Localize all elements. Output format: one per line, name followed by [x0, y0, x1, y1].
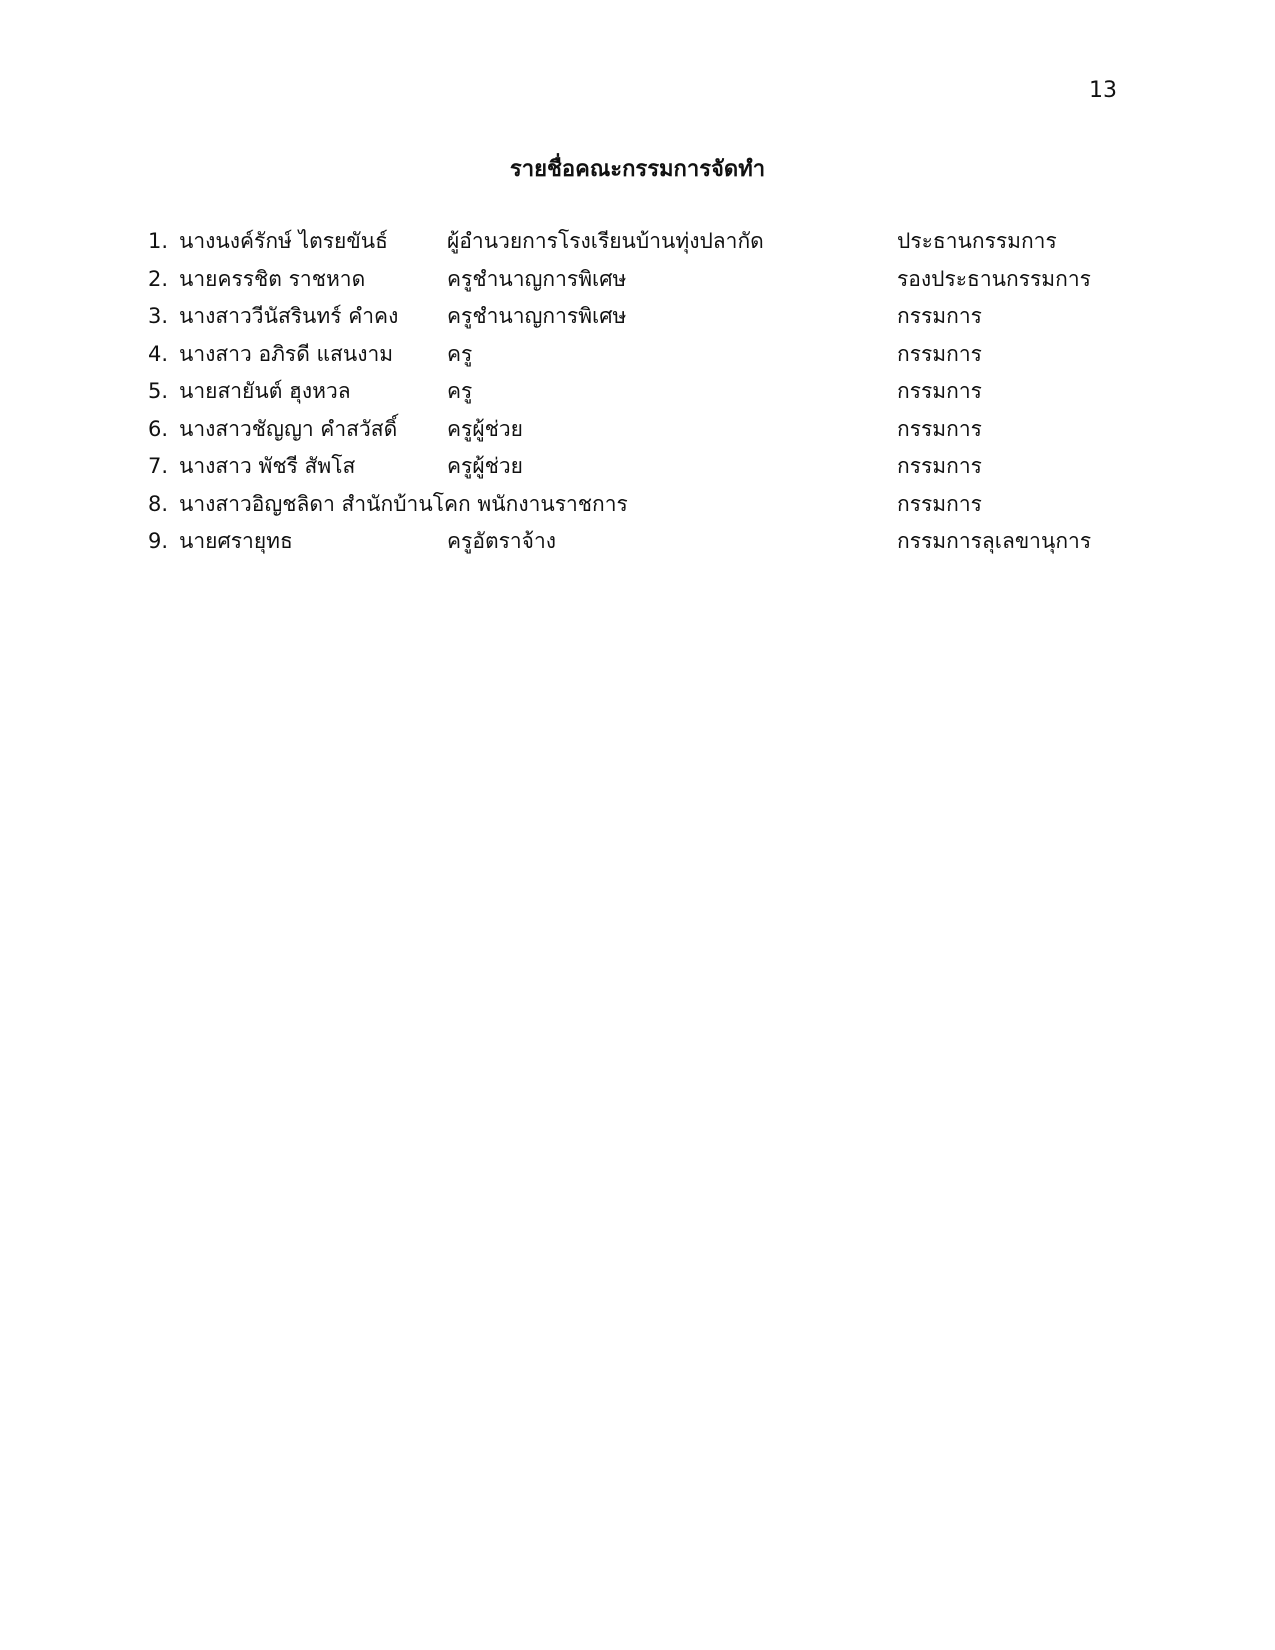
- page-title: รายชื่อคณะกรรมการจัดทำ: [509, 157, 766, 182]
- member-role: รองประธานกรรมการ: [897, 266, 1091, 291]
- member-name: นายครรชิต ราชหาด: [179, 266, 366, 291]
- item-number: 8.: [148, 491, 169, 516]
- list-item: [148, 528, 1128, 566]
- member-position: ครู: [447, 379, 473, 403]
- item-number: 9.: [148, 529, 169, 553]
- member-role: กรรมการ: [897, 304, 982, 328]
- list-item: [148, 228, 1128, 266]
- member-role: กรรมการ: [897, 379, 982, 403]
- list-item: [148, 491, 1128, 529]
- list-item: [148, 266, 1128, 304]
- member-role: กรรมการ: [897, 341, 982, 366]
- page-number: 13: [1089, 78, 1117, 103]
- member-name: นายสายันต์ ฮุงหวล: [179, 379, 351, 403]
- list-item: [148, 453, 1128, 491]
- member-position: ครูผู้ช่วย: [447, 454, 523, 478]
- member-role: ประธานกรรมการ: [897, 229, 1057, 253]
- list-item: [148, 303, 1128, 341]
- member-name: นางสาว อภิรดี แสนงาม: [179, 341, 394, 366]
- member-name: นางสาววีนัสรินทร์ คำคง: [179, 304, 399, 328]
- list-item: [148, 341, 1128, 379]
- member-name: นางสาวอิญชลิดา สำนักบ้านโคก พนักงานราชการ: [179, 491, 628, 516]
- item-number: 7.: [148, 454, 169, 478]
- member-role: กรรมการ: [897, 416, 982, 441]
- list-item: [148, 416, 1128, 454]
- item-number: 1.: [148, 229, 169, 253]
- member-name: นางสาวชัญญา คำสวัสดิ์: [179, 416, 398, 441]
- member-position: ครูผู้ช่วย: [447, 416, 523, 441]
- member-name: นางสาว พัชรี สัพโส: [179, 454, 356, 478]
- member-position: ผู้อำนวยการโรงเรียนบ้านทุ่งปลากัด: [447, 229, 764, 253]
- member-position: ครูชำนาญการพิเศษ: [447, 266, 627, 291]
- item-number: 3.: [148, 304, 169, 328]
- member-position: ครูอัตราจ้าง: [447, 529, 556, 553]
- member-role: กรรมการ: [897, 454, 982, 478]
- member-position: ครู: [447, 341, 473, 366]
- member-name: นางนงค์รักษ์ ไตรยขันธ์: [179, 229, 388, 253]
- committee-list: [148, 228, 1128, 566]
- item-number: 2.: [148, 266, 169, 291]
- item-number: 6.: [148, 416, 169, 441]
- member-position: ครูชำนาญการพิเศษ: [447, 304, 627, 328]
- member-role: กรรมการ: [897, 491, 982, 516]
- item-number: 4.: [148, 341, 169, 366]
- member-name: นายศรายุทธ: [179, 529, 293, 553]
- item-number: 5.: [148, 379, 169, 403]
- member-role: กรรมการลุเลขานุการ: [897, 529, 1092, 553]
- list-item: [148, 378, 1128, 416]
